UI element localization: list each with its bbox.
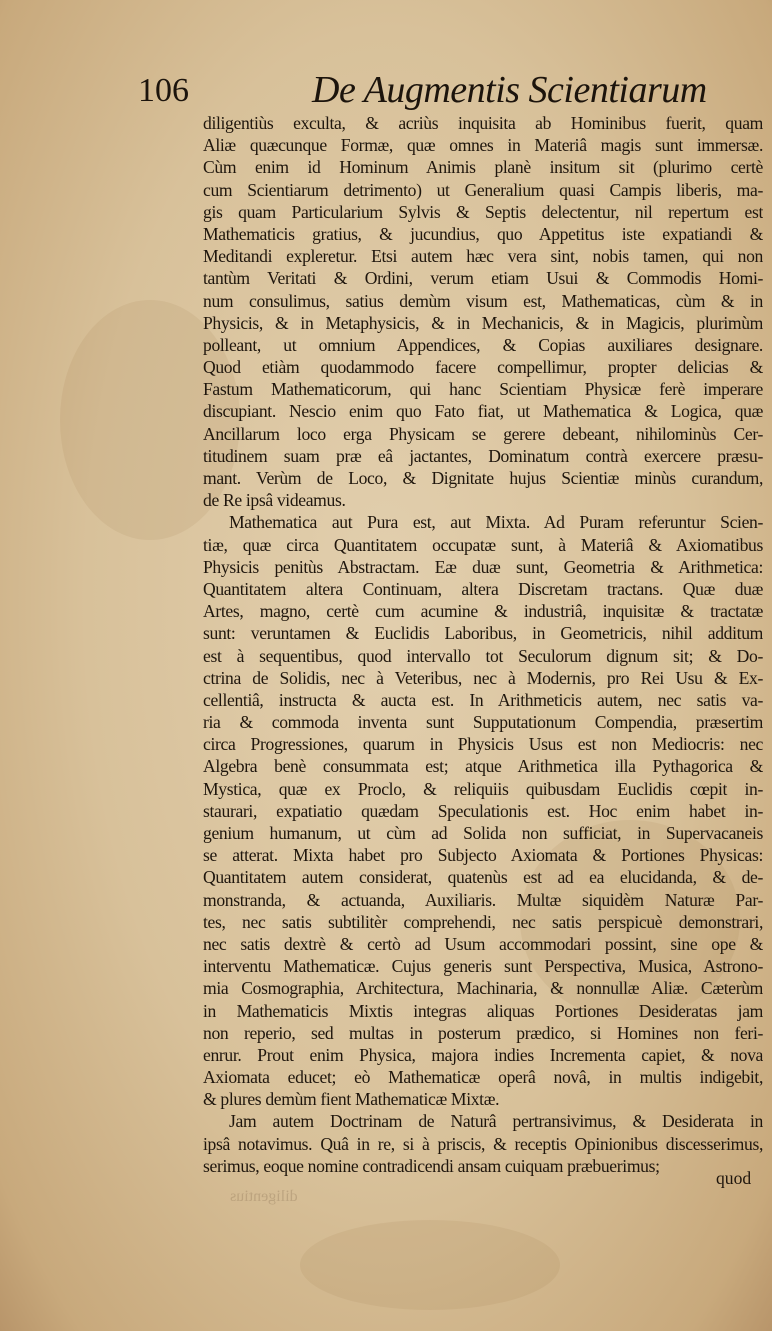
- text-line: Quantitatem autem considerat, quatenùs est ad ea elucidanda, & de-: [203, 867, 763, 888]
- text-line: ctrina de Solidis, nec à Veteribus, nec à Modernis, pro Rei Usu & Ex-: [203, 667, 763, 688]
- text-line: Mystica, quæ ex Proclo, & reliquiis quibusdam Euclidis cœpit in-: [203, 778, 763, 799]
- paper-stain: [300, 1220, 560, 1310]
- text-line: sunt: veruntamen & Euclidis Laboribus, in Geometricis, nihil additum: [203, 623, 763, 644]
- text-line: cum Scientiarum detrimento) ut Generalium quasi Campis liberis, ma-: [203, 179, 763, 200]
- bleed-through-text: diligentius: [230, 1188, 298, 1205]
- text-line: Cùm enim id Hominum Animis planè insitum sit (plurimo certè: [203, 157, 763, 178]
- text-line: non reperio, sed multas in posterum prædico, si Homines non feri-: [203, 1022, 763, 1043]
- text-line: polleant, ut omnium Appendices, & Copias auxiliares designare.: [203, 334, 763, 355]
- text-line: num consulimus, satius demùm visum est, Mathematicas, cùm & in: [203, 290, 763, 311]
- text-line: in Mathematicis Mixtis integras aliquas Portiones Desideratas jam: [203, 1000, 763, 1021]
- text-line: nec satis dextrè & certò ad Usum accommodari possint, sine ope &: [203, 933, 763, 954]
- text-line: Jam autem Doctrinam de Naturâ pertransivimus, & Desiderata in: [229, 1111, 763, 1132]
- text-line: genium humanum, ut cùm ad Solida non sufficiat, in Supervacaneis: [203, 823, 763, 843]
- text-line: tes, nec satis subtilitèr comprehendi, nec satis perspicuè demonstrari,: [203, 911, 763, 932]
- catchword: quod: [716, 1168, 752, 1188]
- text-line: Artes, magno, certè cum acumine & industriâ, inquisitæ & tractatæ: [203, 601, 763, 622]
- text-line: staurari, expatiatio quædam Speculationis est. Hoc enim habet in-: [203, 800, 763, 821]
- text-line: & plures demùm fient Mathematicæ Mixtæ.: [203, 1089, 500, 1110]
- text-line: enrur. Prout enim Physica, majora indies Incrementa capiet, & nova: [203, 1044, 763, 1065]
- text-line: Algebra benè consummata est; atque Arithmetica illa Pythagorica &: [203, 756, 763, 777]
- text-line: monstranda, & actuanda, Auxiliaris. Multæ siquidèm Naturæ Par-: [203, 889, 763, 910]
- text-line: cellentiâ, instructa & aucta est. In Arithmeticis autem, nec satis va-: [203, 689, 763, 710]
- text-line: Physicis, & in Metaphysicis, & in Mechanicis, & in Magicis, plurimùm: [203, 312, 763, 333]
- text-line: discupiant. Nescio enim quo Fato fiat, ut Mathematica & Logica, quæ: [203, 401, 763, 422]
- text-line: ria & commoda inventa sunt Supputationum Compendia, præsertim: [203, 712, 763, 733]
- text-line: Aliæ quæcunque Formæ, quæ omnes in Materiâ magis sunt immersæ.: [203, 135, 763, 156]
- text-line: interventu Mathematicæ. Cujus generis sunt Perspectiva, Musica, Astrono-: [203, 956, 763, 977]
- text-line: Quod etiàm quodammodo facere compellimur, propter delicias &: [203, 357, 763, 378]
- text-line: diligentiùs exculta, & acriùs inquisita ab Hominibus fuerit, quam: [203, 113, 763, 133]
- text-line: serimus, eoque nomine contradicendi ansam cuiquam præbuerimus;: [203, 1155, 660, 1176]
- text-line: ipsâ notavimus. Quâ in re, si à priscis, & receptis Opinionibus discesserimus,: [203, 1133, 763, 1154]
- text-line: Fastum Mathematicorum, qui hanc Scientiam Physicæ ferè imperare: [203, 379, 763, 400]
- page-number: 106: [138, 72, 189, 109]
- text-line: mant. Verùm de Loco, & Dignitate hujus Scientiæ minùs curandum,: [203, 468, 763, 488]
- text-line: mia Cosmographia, Architectura, Machinaria, & nonnullæ Aliæ. Cæterùm: [203, 978, 763, 999]
- text-line: Meditandi expleretur. Etsi autem hæc vera sint, nobis tamen, qui non: [203, 246, 763, 267]
- text-line: tiæ, quæ circa Quantitatem occupatæ sunt, à Materiâ & Axiomatibus: [203, 534, 763, 555]
- text-line: Physicis penitùs Abstractam. Eæ duæ sunt, Geometria & Arithmetica:: [203, 556, 763, 577]
- text-line: se atterat. Mixta habet pro Subjecto Axiomata & Portiones Physicas:: [203, 845, 763, 866]
- text-line: Mathematicis gratius, & jucundius, quo Appetitus iste expatiandi &: [203, 223, 763, 244]
- text-line: Quantitatem altera Continuam, altera Discretam tractans. Quæ duæ: [203, 578, 763, 599]
- running-title: De Augmentis Scientiarum: [312, 69, 707, 111]
- text-line: Axiomata educet; eò Mathematicæ operâ novâ, in multis indigebit,: [203, 1067, 763, 1088]
- text-body: [203, 112, 763, 1177]
- text-line: titudinem suam præ eâ jactantes, Dominatum contrà exercere præsu-: [203, 445, 763, 466]
- text-line: est à sequentibus, quod intervallo tot Seculorum dignum sit; & Do-: [203, 645, 763, 666]
- text-line: gis quam Particularium Sylvis & Septis delectentur, nil repertum est: [203, 201, 763, 222]
- text-line: Ancillarum loco erga Physicam se gerere debeant, nihilominùs Cer-: [203, 423, 763, 444]
- text-line: de Re ipsâ videamus.: [203, 490, 346, 511]
- text-line: tantùm Veritati & Ordini, verum etiam Usui & Commodis Homi-: [203, 268, 763, 289]
- text-line: circa Progressiones, quarum in Physicis Usus est non Mediocris: nec: [203, 734, 763, 755]
- text-line: Mathematica aut Pura est, aut Mixta. Ad Puram referuntur Scien-: [229, 512, 763, 533]
